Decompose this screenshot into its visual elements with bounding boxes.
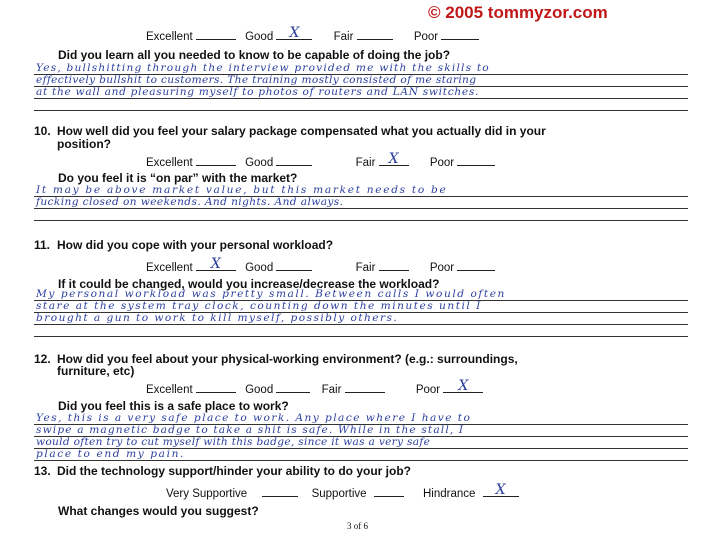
handwritten-answer-line[interactable]: would often try to cut myself with this badge, since it was a very safe — [36, 436, 431, 448]
rating-hindrance-blank[interactable] — [483, 484, 519, 497]
rating-poor-label: Poor — [413, 31, 439, 43]
rating-poor-label: Poor — [429, 262, 455, 274]
check-mark: X — [210, 256, 221, 272]
handwritten-answer-line[interactable]: effectively bullshit to customers. The training mostly consisted of me staring — [36, 74, 477, 86]
q11-question: How did you cope with your personal workload? — [57, 238, 334, 252]
rating-fair-blank[interactable] — [345, 380, 385, 393]
rating-fair-blank[interactable] — [357, 27, 393, 40]
rating-excellent-blank[interactable] — [196, 258, 236, 271]
rating-excellent-label: Excellent — [146, 262, 193, 274]
rating-poor-blank[interactable] — [457, 258, 495, 271]
rating-excellent-label: Excellent — [146, 384, 193, 396]
rating-good-blank[interactable] — [276, 153, 312, 166]
rating-poor-label: Poor — [429, 157, 455, 169]
rating-good-label: Good — [245, 262, 274, 274]
q9-followup: Did you learn all you needed to know to be capable of doing the job? — [58, 48, 451, 62]
rating-excellent-blank[interactable] — [196, 380, 236, 393]
rating-excellent-blank[interactable] — [196, 27, 236, 40]
rating-fair-label: Fair — [333, 31, 354, 43]
rating-poor-blank[interactable] — [457, 153, 495, 166]
rating-excellent-blank[interactable] — [196, 153, 236, 166]
handwritten-answer-line[interactable]: fucking closed on weekends. And nights. And always. — [36, 196, 344, 208]
q13-followup: What changes would you suggest? — [58, 504, 259, 518]
q10-number: 10. — [34, 124, 51, 138]
rating-very-supportive-label: Very Supportive — [166, 488, 248, 500]
handwritten-answer-line[interactable]: swipe a magnetic badge to take a shit is safe. While in the stall, I — [36, 424, 465, 436]
rating-good-label: Good — [245, 157, 274, 169]
handwritten-answer-line[interactable]: place to end my pain. — [36, 448, 185, 460]
rating-supportive-blank[interactable] — [374, 484, 404, 497]
q13-rating-row — [166, 484, 519, 501]
q13-number: 13. — [34, 464, 51, 478]
handwritten-answer-line[interactable]: at the wall and pleasuring myself to photos of routers and LAN switches. — [36, 86, 480, 98]
q9-rating-row — [146, 27, 479, 44]
check-mark: X — [495, 482, 506, 498]
check-mark: X — [388, 151, 399, 167]
rating-fair-label: Fair — [355, 157, 376, 169]
rating-good-blank[interactable] — [276, 380, 310, 393]
rating-very-supportive-blank[interactable] — [262, 484, 298, 497]
rating-excellent-label: Excellent — [146, 157, 193, 169]
rating-fair-label: Fair — [321, 384, 342, 396]
q11-followup: If it could be changed, would you increase/decrease the workload? — [58, 277, 440, 291]
rating-fair-blank[interactable] — [379, 258, 409, 271]
rating-good-blank[interactable] — [276, 258, 312, 271]
q12-number: 12. — [34, 352, 51, 366]
q10-followup: Do you feel it is “on par” with the market? — [58, 171, 298, 185]
page-number: 3 of 6 — [347, 521, 368, 531]
q13-question: Did the technology support/hinder your ability to do your job? — [57, 464, 411, 478]
rating-supportive-label: Supportive — [311, 488, 367, 500]
check-mark: X — [458, 378, 469, 394]
q11-number: 11. — [34, 238, 51, 252]
rating-poor-blank[interactable] — [443, 380, 483, 393]
handwritten-answer-line[interactable]: My personal workload was pretty small. Between calls I would often — [36, 288, 506, 300]
rating-hindrance-label: Hindrance — [422, 488, 476, 500]
rating-poor-label: Poor — [415, 384, 441, 396]
rating-good-label: Good — [245, 384, 274, 396]
q10-rating-row — [146, 153, 495, 170]
q11-rating-row — [146, 258, 495, 275]
q10-question-cont: position? — [57, 137, 111, 151]
watermark: © 2005 tommyzor.com — [428, 3, 608, 22]
rating-excellent-label: Excellent — [146, 31, 193, 43]
q12-question: How did you feel about your physical-working environment? (e.g.: surroundings, — [57, 352, 518, 366]
q10-question: How well did you feel your salary package compensated what you actually did in your — [57, 124, 546, 138]
handwritten-answer-line[interactable]: brought a gun to work to kill myself, possibly others. — [36, 312, 399, 324]
handwritten-answer-line[interactable]: Yes, bullshitting through the interview provided me with the skills to — [36, 62, 490, 74]
rating-good-label: Good — [245, 31, 274, 43]
rating-fair-label: Fair — [355, 262, 376, 274]
q12-rating-row — [146, 380, 483, 397]
q12-followup: Did you feel this is a safe place to work? — [58, 399, 289, 413]
rating-poor-blank[interactable] — [441, 27, 479, 40]
handwritten-answer-line[interactable]: stare at the system tray clock, counting down the minutes until I — [36, 300, 482, 312]
rating-fair-blank[interactable] — [379, 153, 409, 166]
handwritten-answer-line[interactable]: Yes, this is a very safe place to work. Any place where I have to — [36, 412, 472, 424]
rating-good-blank[interactable] — [276, 27, 312, 40]
handwritten-answer-line[interactable]: It may be above market value, but this market needs to be — [36, 184, 448, 196]
check-mark: X — [289, 25, 300, 41]
q12-question-cont: furniture, etc) — [57, 364, 135, 378]
